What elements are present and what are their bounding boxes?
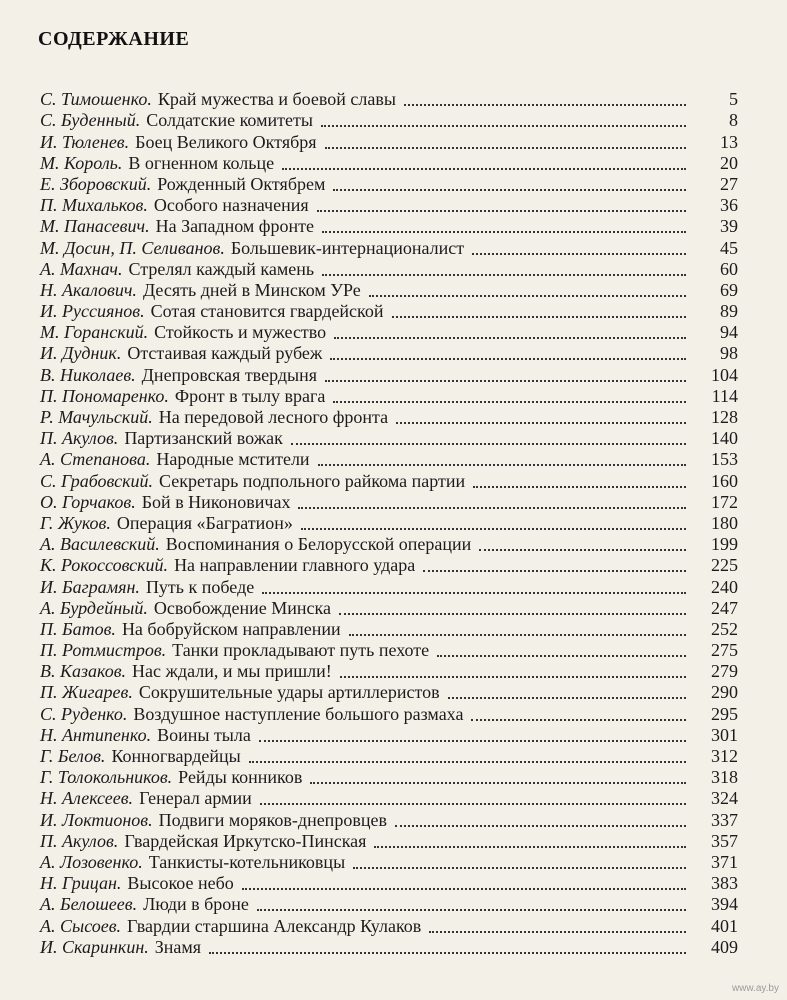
toc-page-number: 89 bbox=[720, 301, 738, 322]
toc-entry-text bbox=[40, 598, 331, 619]
toc-entry bbox=[40, 725, 738, 746]
toc-entry-text bbox=[40, 788, 252, 809]
toc-entry bbox=[40, 407, 738, 428]
dot-leader bbox=[437, 655, 686, 657]
dot-leader bbox=[301, 528, 686, 530]
toc-page-number: 275 bbox=[711, 640, 738, 661]
toc-author: П. Жигарев. bbox=[40, 682, 133, 703]
toc-page-number: 279 bbox=[711, 661, 738, 682]
toc-title: Освобождение Минска bbox=[153, 597, 331, 618]
toc-title: На Западном фронте bbox=[155, 216, 314, 237]
dot-leader bbox=[472, 253, 686, 255]
toc-entry-text bbox=[40, 492, 290, 513]
toc-author: В. Казаков. bbox=[40, 661, 127, 682]
dot-leader bbox=[353, 867, 686, 869]
toc-author: С. Руденко. bbox=[40, 703, 128, 724]
toc-page-number: 8 bbox=[729, 110, 738, 131]
dot-leader bbox=[291, 443, 686, 445]
toc-entry-text bbox=[40, 428, 283, 449]
toc-title: Конногвардейцы bbox=[111, 746, 241, 766]
toc-entry bbox=[40, 831, 738, 852]
toc-title: Воспоминания о Белорусской операции bbox=[165, 534, 472, 555]
dot-leader bbox=[318, 464, 686, 466]
toc-page-number: 60 bbox=[720, 258, 738, 279]
dot-leader bbox=[242, 888, 686, 890]
toc-author: Г. Белов. bbox=[40, 746, 106, 766]
toc-title: На передовой лесного фронта bbox=[158, 407, 389, 427]
toc-page-number: 45 bbox=[720, 237, 738, 258]
toc-entry bbox=[40, 915, 738, 936]
toc-entry bbox=[40, 852, 738, 873]
toc-entry-text bbox=[40, 661, 332, 682]
toc-entry bbox=[40, 131, 738, 152]
toc-author: Р. Мачульский. bbox=[40, 407, 153, 427]
toc-page-number: 409 bbox=[711, 936, 738, 957]
toc-entry bbox=[40, 661, 738, 682]
toc-author: К. Рокоссовский. bbox=[40, 555, 169, 576]
toc-entry bbox=[40, 237, 738, 258]
toc-entry-text bbox=[40, 471, 465, 492]
toc-entry bbox=[40, 746, 738, 767]
toc-author: П. Пономаренко. bbox=[40, 385, 169, 406]
toc-title: Операция «Багратион» bbox=[116, 512, 293, 533]
toc-author: А. Василевский. bbox=[40, 534, 160, 555]
toc-entry-text bbox=[40, 937, 201, 958]
toc-title: Боец Великого Октября bbox=[135, 131, 317, 152]
toc-entry-text bbox=[40, 873, 234, 894]
toc-title: Десять дней в Минском УРе bbox=[142, 279, 361, 300]
toc-entry bbox=[40, 809, 738, 830]
toc-title: Воздушное наступление большого размаха bbox=[133, 703, 464, 724]
toc-author: В. Николаев. bbox=[40, 364, 136, 385]
dot-leader bbox=[260, 803, 686, 805]
toc-entry bbox=[40, 428, 738, 449]
toc-title: Большевик-интернационалист bbox=[230, 237, 465, 258]
toc-entry-text bbox=[40, 343, 322, 364]
toc-title: Особого назначения bbox=[153, 195, 309, 216]
toc-entry-text bbox=[40, 746, 241, 767]
toc-entry-text bbox=[40, 153, 274, 174]
toc-title: Секретарь подпольного райкома партии bbox=[159, 470, 466, 491]
toc-entry bbox=[40, 301, 738, 322]
toc-entry bbox=[40, 619, 738, 640]
toc-entry bbox=[40, 280, 738, 301]
toc-title: Рейды конников bbox=[178, 767, 303, 788]
toc-page-number: 128 bbox=[711, 407, 738, 427]
toc-entry-text bbox=[40, 619, 341, 640]
toc-entry-text bbox=[40, 704, 463, 725]
toc-author: И. Дудник. bbox=[40, 343, 122, 364]
dot-leader bbox=[282, 168, 686, 170]
toc-title: Партизанский вожак bbox=[124, 428, 283, 449]
toc-title: Гвардейская Иркутско-Пинская bbox=[124, 830, 367, 851]
toc-entry bbox=[40, 598, 738, 619]
toc-author: П. Ротмистров. bbox=[40, 640, 167, 661]
toc-author: М. Панасевич. bbox=[40, 216, 150, 237]
dot-leader bbox=[249, 761, 686, 763]
toc-author: А. Степанова. bbox=[40, 449, 151, 470]
toc-author: И. Скаринкин. bbox=[40, 936, 149, 957]
toc-title: Сокрушительные удары артиллеристов bbox=[138, 682, 440, 703]
toc-page-number: 98 bbox=[720, 343, 738, 364]
toc-author: М. Досин, П. Селиванов. bbox=[40, 237, 225, 258]
toc-page-number: 180 bbox=[711, 512, 738, 533]
toc-page-number: 94 bbox=[720, 322, 738, 343]
toc-author: Г. Жуков. bbox=[40, 512, 111, 533]
toc-title: Бой в Никоновичах bbox=[141, 491, 291, 512]
toc-entry-text bbox=[40, 916, 421, 937]
toc-title: Днепровская твердыня bbox=[141, 364, 317, 385]
toc-entry bbox=[40, 216, 738, 237]
site-watermark: www.ay.by bbox=[731, 983, 779, 994]
toc-entry bbox=[40, 386, 738, 407]
dot-leader bbox=[333, 401, 686, 403]
dot-leader bbox=[396, 422, 686, 424]
toc-author: П. Акулов. bbox=[40, 428, 119, 449]
toc-page-number: 247 bbox=[711, 597, 738, 618]
dot-leader bbox=[259, 740, 686, 742]
toc-entry-text bbox=[40, 534, 471, 555]
toc-title: Сотая становится гвардейской bbox=[150, 301, 384, 322]
toc-entry-text bbox=[40, 174, 325, 195]
dot-leader bbox=[310, 782, 686, 784]
dot-leader bbox=[473, 486, 686, 488]
toc-title: Путь к победе bbox=[145, 576, 255, 597]
dot-leader bbox=[262, 592, 686, 594]
dot-leader bbox=[330, 358, 686, 360]
toc-entry-text bbox=[40, 767, 302, 788]
toc-author: И. Тюленев. bbox=[40, 131, 130, 152]
toc-entry bbox=[40, 110, 738, 131]
toc-entry-text bbox=[40, 280, 361, 301]
toc-entry-text bbox=[40, 810, 387, 831]
toc-page-number: 13 bbox=[720, 131, 738, 152]
dot-leader bbox=[369, 295, 686, 297]
dot-leader bbox=[333, 189, 686, 191]
dot-leader bbox=[392, 316, 686, 318]
toc-title: Танки прокладывают путь пехоте bbox=[172, 640, 430, 661]
toc-author: Г. Толокольников. bbox=[40, 767, 173, 788]
toc-author: А. Лозовенко. bbox=[40, 851, 143, 872]
toc-page-number: 324 bbox=[711, 788, 738, 809]
toc-entry bbox=[40, 89, 738, 110]
toc-entry bbox=[40, 153, 738, 174]
toc-page-number: 240 bbox=[711, 576, 738, 597]
toc-page-number: 252 bbox=[711, 618, 738, 639]
toc-entry-text bbox=[40, 216, 314, 237]
toc-entry bbox=[40, 640, 738, 661]
toc-entry bbox=[40, 492, 738, 513]
toc-page-number: 225 bbox=[711, 555, 738, 576]
toc-entry bbox=[40, 873, 738, 894]
toc-page-number: 383 bbox=[711, 873, 738, 894]
toc-author: Н. Акалович. bbox=[40, 279, 137, 300]
toc-entry-text bbox=[40, 640, 429, 661]
toc-entry-text bbox=[40, 682, 440, 703]
toc-author: И. Руссиянов. bbox=[40, 301, 145, 322]
toc-page-number: 69 bbox=[720, 279, 738, 300]
toc-author: М. Король. bbox=[40, 152, 123, 173]
toc-title: Край мужества и боевой славы bbox=[157, 89, 396, 110]
dot-leader bbox=[423, 570, 686, 572]
page-title: СОДЕРЖАНИЕ bbox=[38, 28, 190, 50]
toc-page-number: 394 bbox=[711, 894, 738, 915]
dot-leader bbox=[325, 380, 686, 382]
toc-author: С. Тимошенко. bbox=[40, 89, 152, 110]
toc-page-number: 371 bbox=[711, 851, 738, 872]
dot-leader bbox=[325, 147, 686, 149]
toc-page-number: 290 bbox=[711, 682, 738, 703]
toc-author: А. Белошеев. bbox=[40, 894, 138, 915]
toc-author: П. Акулов. bbox=[40, 830, 119, 851]
toc-author: Н. Алексеев. bbox=[40, 788, 134, 809]
toc-entry-text bbox=[40, 894, 249, 915]
toc-page-number: 318 bbox=[711, 767, 738, 788]
toc-author: Н. Грицан. bbox=[40, 873, 122, 894]
toc-entry-text bbox=[40, 301, 384, 322]
dot-leader bbox=[322, 274, 686, 276]
toc-entry bbox=[40, 788, 738, 809]
toc-title: Генерал армии bbox=[139, 788, 252, 809]
toc-author: И. Баграмян. bbox=[40, 576, 140, 597]
toc-author: М. Горанский. bbox=[40, 322, 149, 343]
toc-entry bbox=[40, 767, 738, 788]
toc-entry bbox=[40, 894, 738, 915]
toc-entry bbox=[40, 195, 738, 216]
toc-title: На бобруйском направлении bbox=[121, 618, 341, 639]
toc-entry-text bbox=[40, 555, 415, 576]
dot-leader bbox=[471, 719, 686, 721]
toc-entry-text bbox=[40, 322, 326, 343]
toc-entry-text bbox=[40, 132, 317, 153]
dot-leader bbox=[209, 952, 686, 954]
dot-leader bbox=[334, 337, 686, 339]
toc-entry-text bbox=[40, 449, 310, 470]
toc-title: Высокое небо bbox=[127, 873, 234, 894]
toc-page-number: 153 bbox=[711, 449, 738, 470]
dot-leader bbox=[349, 634, 686, 636]
toc-page-number: 20 bbox=[720, 152, 738, 173]
toc-entry-text bbox=[40, 577, 254, 598]
toc-page-number: 172 bbox=[711, 491, 738, 512]
toc-page-number: 114 bbox=[711, 385, 738, 406]
toc-title: Воины тыла bbox=[157, 724, 251, 745]
toc-entry bbox=[40, 259, 738, 280]
toc-entry bbox=[40, 470, 738, 491]
toc-entry bbox=[40, 682, 738, 703]
toc-author: С. Грабовский. bbox=[40, 470, 154, 491]
toc-page-number: 357 bbox=[711, 830, 738, 851]
toc-page-number: 39 bbox=[720, 216, 738, 237]
toc-author: И. Локтионов. bbox=[40, 809, 153, 830]
toc-title: Гвардии старшина Александр Кулаков bbox=[127, 915, 422, 936]
dot-leader bbox=[429, 931, 686, 933]
toc-page-number: 104 bbox=[711, 364, 738, 385]
toc-title: Отстаивая каждый рубеж bbox=[127, 343, 323, 364]
toc-entry bbox=[40, 364, 738, 385]
toc-title: Подвиги моряков-днепровцев bbox=[158, 809, 387, 830]
dot-leader bbox=[479, 549, 686, 551]
dot-leader bbox=[340, 676, 686, 678]
toc-page-number: 301 bbox=[711, 724, 738, 745]
dot-leader bbox=[322, 231, 686, 233]
toc-entry-text bbox=[40, 852, 345, 873]
toc-title: Рожденный Октябрем bbox=[157, 173, 326, 194]
toc-entry-text bbox=[40, 386, 325, 407]
dot-leader bbox=[404, 104, 686, 106]
toc-title: Нас ждали, и мы пришли! bbox=[132, 661, 332, 682]
toc-author: А. Сысоев. bbox=[40, 915, 122, 936]
toc-author: А. Махнач. bbox=[40, 258, 123, 279]
toc-title: Народные мстители bbox=[156, 449, 310, 470]
toc-title: Фронт в тылу врага bbox=[174, 385, 326, 406]
toc-title: Стойкость и мужество bbox=[154, 322, 327, 343]
toc-author: О. Горчаков. bbox=[40, 491, 136, 512]
toc-title: Танкисты-котельниковцы bbox=[148, 851, 346, 872]
dot-leader bbox=[448, 697, 686, 699]
toc-entry-text bbox=[40, 110, 313, 131]
toc-entry-text bbox=[40, 195, 309, 216]
toc-author: Е. Зборовский. bbox=[40, 173, 152, 194]
toc-author: Н. Антипенко. bbox=[40, 724, 152, 745]
toc-entry-text bbox=[40, 725, 251, 746]
toc-author: П. Батов. bbox=[40, 618, 116, 639]
dot-leader bbox=[321, 125, 686, 127]
dot-leader bbox=[298, 507, 686, 509]
toc-page-number: 337 bbox=[711, 809, 738, 830]
toc-page-number: 27 bbox=[720, 173, 738, 194]
toc-page-number: 160 bbox=[711, 470, 738, 491]
toc-entry-text bbox=[40, 831, 366, 852]
toc-title: Стрелял каждый камень bbox=[128, 258, 315, 279]
toc-entry bbox=[40, 343, 738, 364]
toc-entry bbox=[40, 513, 738, 534]
toc-entry bbox=[40, 937, 738, 958]
toc-entry bbox=[40, 703, 738, 724]
dot-leader bbox=[395, 825, 686, 827]
toc-title: На направлении главного удара bbox=[174, 555, 416, 576]
dot-leader bbox=[339, 613, 686, 615]
toc-author: С. Буденный. bbox=[40, 110, 141, 131]
dot-leader bbox=[374, 846, 686, 848]
dot-leader bbox=[317, 210, 686, 212]
toc-author: П. Михальков. bbox=[40, 195, 148, 216]
toc-entry bbox=[40, 449, 738, 470]
toc-entry bbox=[40, 534, 738, 555]
toc-page-number: 140 bbox=[711, 428, 738, 449]
toc-title: Солдатские комитеты bbox=[146, 110, 313, 131]
toc-author: А. Бурдейный. bbox=[40, 597, 148, 618]
toc-entry-text bbox=[40, 365, 317, 386]
toc-title: Люди в броне bbox=[143, 894, 249, 915]
toc-entry bbox=[40, 174, 738, 195]
table-of-contents bbox=[40, 89, 738, 958]
toc-entry bbox=[40, 576, 738, 597]
toc-page-number: 5 bbox=[729, 89, 738, 110]
toc-entry-text bbox=[40, 238, 464, 259]
toc-entry-text bbox=[40, 259, 314, 280]
toc-entry-text bbox=[40, 407, 388, 428]
toc-page-number: 401 bbox=[711, 915, 738, 936]
toc-entry-text bbox=[40, 89, 396, 110]
toc-page-number: 36 bbox=[720, 195, 738, 216]
toc-page-number: 199 bbox=[711, 534, 738, 555]
toc-title: Знамя bbox=[154, 936, 202, 957]
toc-entry bbox=[40, 322, 738, 343]
toc-page-number: 312 bbox=[711, 746, 738, 766]
dot-leader bbox=[257, 909, 686, 911]
toc-entry-text bbox=[40, 513, 293, 534]
toc-entry bbox=[40, 555, 738, 576]
toc-page-number: 295 bbox=[711, 703, 738, 724]
toc-title: В огненном кольце bbox=[128, 152, 275, 173]
